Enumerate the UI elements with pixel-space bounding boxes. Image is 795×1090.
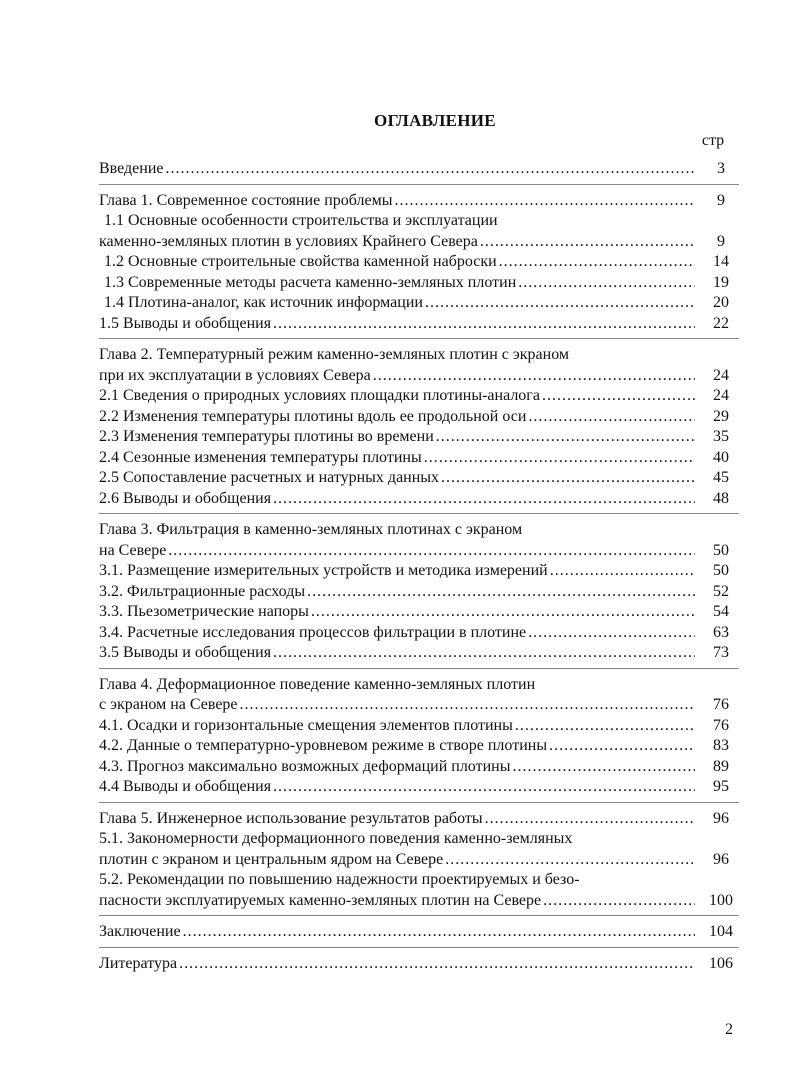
dot-leader: [550, 561, 695, 582]
dot-leader: [179, 954, 695, 975]
toc-entry-2-6[interactable]: [99, 489, 739, 510]
toc-entry-1-1-cont[interactable]: [99, 232, 739, 253]
toc-entry-text: 1.2 Основные строительные свойства каменной наброски: [104, 253, 497, 270]
toc-entry-2-3[interactable]: [99, 427, 739, 448]
toc-entry-page: 35: [713, 428, 729, 445]
toc-entry-page: 40: [713, 448, 729, 466]
toc-entry-text: 4.4 Выводы и обобщения: [99, 778, 272, 795]
toc-entry-3-5[interactable]: [99, 643, 739, 664]
toc-entry-page: 63: [713, 623, 729, 641]
section-divider: [99, 947, 739, 948]
toc-entry-text: 4.2. Данные о температурно-уровневом режиме в створе плотины: [99, 737, 548, 754]
dot-leader: [543, 891, 695, 912]
toc-entry-text: Литература: [99, 954, 178, 972]
toc-entry-text: 2.6 Выводы и обобщения: [99, 489, 272, 507]
toc-entry-1-2[interactable]: [99, 252, 739, 273]
toc-entry-1-3[interactable]: [99, 273, 739, 294]
dot-leader: [528, 407, 695, 428]
toc-entry-page: 50: [713, 562, 729, 579]
toc-entry-2-2[interactable]: [99, 407, 739, 428]
toc-entry-page: 95: [713, 778, 729, 795]
dot-leader: [549, 736, 695, 757]
toc-entry-text: Глава 5. Инженерное использование результатов работы: [99, 809, 483, 827]
section-divider: [99, 802, 739, 803]
toc-entry-text: 1.5 Выводы и обобщения: [99, 314, 272, 332]
dot-leader: [528, 623, 695, 644]
dot-leader: [394, 191, 695, 212]
dot-leader: [425, 293, 695, 314]
section-divider: [99, 184, 739, 185]
toc-entry-chapter-3[interactable]: [99, 520, 739, 541]
toc-entry-page: 73: [713, 644, 729, 661]
toc-entry-page: 9: [717, 191, 725, 209]
section-divider: [99, 915, 739, 916]
toc-entry-text: 3.1. Размещение измерительных устройств и методика измерений: [99, 562, 548, 579]
toc-entry-4-1[interactable]: [99, 716, 739, 737]
dot-leader: [480, 232, 695, 253]
toc-entry-2-4[interactable]: [99, 448, 739, 469]
toc-entry-chapter-4[interactable]: [99, 675, 739, 696]
toc-entry-page: 24: [713, 387, 729, 404]
dot-leader: [183, 922, 695, 943]
section-divider: [99, 338, 739, 339]
toc-entry-chapter-3-cont[interactable]: [99, 541, 739, 562]
toc-entry-references[interactable]: [99, 954, 739, 975]
toc-entry-2-5[interactable]: [99, 468, 739, 489]
section-divider: [99, 668, 739, 669]
dot-leader: [485, 809, 695, 830]
toc-entry-3-1[interactable]: [99, 561, 739, 582]
toc-entry-5-1[interactable]: [99, 829, 739, 850]
dot-leader: [273, 777, 695, 798]
toc-entry-text: пасности эксплуатируемых каменно-земляных плотин на Севере: [99, 891, 542, 909]
toc-entry-text: при их эксплуатации в условиях Севера: [99, 366, 371, 384]
toc-entry-page: 22: [713, 314, 729, 332]
toc-entry-page: 76: [713, 716, 729, 734]
toc-entry-page: 100: [709, 891, 733, 909]
dot-leader: [273, 489, 695, 510]
toc-entry-text: Глава 2. Температурный режим каменно-земляных плотин с экраном: [99, 346, 570, 363]
dot-leader: [273, 314, 695, 335]
toc-entry-page: 96: [713, 850, 729, 868]
dot-leader: [499, 252, 695, 273]
toc-entry-text: плотин с экраном и центральным ядром на Севере: [99, 850, 444, 868]
toc-entry-page: 48: [713, 489, 729, 507]
toc-entry-text: 3.2. Фильтрационные расходы: [99, 582, 306, 600]
page-number: 2: [725, 1021, 733, 1038]
dot-leader: [240, 695, 695, 716]
toc-entry-page: 20: [713, 294, 729, 311]
toc-entry-text: 5.2. Рекомендации по повышению надежности проектируемых и безо-: [99, 871, 580, 888]
toc-entry-text: 3.5 Выводы и обобщения: [99, 644, 272, 661]
toc-entry-chapter-2[interactable]: [99, 345, 739, 366]
page-column-label: стр: [701, 132, 725, 149]
toc-entry-4-4[interactable]: [99, 777, 739, 798]
dot-leader: [515, 716, 695, 737]
toc-entry-page: 50: [713, 541, 729, 559]
toc-entry-text: Заключение: [99, 923, 181, 940]
toc-entry-text: 5.1. Закономерности деформационного поведения каменно-земляных: [99, 830, 573, 847]
toc-entry-page: 52: [713, 582, 729, 600]
toc-entry-5-2[interactable]: [99, 870, 739, 891]
dot-leader: [542, 386, 695, 407]
toc-entry-1-1[interactable]: [99, 211, 739, 232]
toc-entry-page: 83: [713, 737, 729, 754]
table-of-contents: [99, 159, 739, 974]
toc-entry-introduction[interactable]: [99, 159, 739, 180]
dot-leader: [307, 582, 695, 603]
toc-entry-text: Глава 1. Современное состояние проблемы: [99, 191, 393, 209]
toc-entry-text: 2.2 Изменения температуры плотины вдоль ее продольной оси: [99, 407, 527, 425]
toc-entry-text: 2.1 Сведения о природных условиях площадки плотины-аналога: [99, 387, 540, 404]
dot-leader: [168, 541, 695, 562]
toc-entry-page: 29: [713, 407, 729, 425]
toc-entry-text: 1.4 Плотина-аналог, как источник информации: [104, 294, 423, 311]
toc-entry-1-5[interactable]: [99, 314, 739, 335]
toc-entry-page: 104: [709, 923, 733, 940]
toc-entry-text: 1.3 Современные методы расчета каменно-земляных плотин: [104, 273, 517, 291]
toc-entry-chapter-4-cont[interactable]: [99, 695, 739, 716]
toc-entry-page: 76: [713, 696, 729, 713]
toc-entry-5-2-cont[interactable]: [99, 891, 739, 912]
toc-entry-text: 1.1 Основные особенности строительства и эксплуатации: [104, 212, 498, 229]
toc-entry-page: 9: [717, 232, 725, 250]
dot-leader: [311, 602, 695, 623]
dot-leader: [436, 427, 695, 448]
dot-leader: [273, 643, 695, 664]
toc-entry-text: Глава 4. Деформационное поведение каменно-земляных плотин: [99, 675, 536, 693]
toc-entry-3-2[interactable]: [99, 582, 739, 603]
toc-entry-3-3[interactable]: [99, 602, 739, 623]
toc-entry-page: 19: [713, 273, 729, 291]
toc-entry-page: 89: [713, 757, 729, 775]
toc-entry-page: 106: [709, 954, 733, 972]
toc-entry-page: 54: [713, 603, 729, 620]
toc-entry-text: 2.5 Сопоставление расчетных и натурных данных: [99, 469, 440, 486]
toc-entry-chapter-5[interactable]: [99, 809, 739, 830]
toc-entry-text: 2.3 Изменения температуры плотины во времени: [99, 428, 434, 445]
toc-entry-text: 4.1. Осадки и горизонтальные смещения элементов плотины: [99, 716, 513, 734]
dot-leader: [445, 850, 695, 871]
toc-entry-text: на Севере: [99, 541, 167, 559]
toc-entry-4-2[interactable]: [99, 736, 739, 757]
toc-entry-text: Глава 3. Фильтрация в каменно-земляных плотинах с экраном: [99, 521, 523, 538]
toc-entry-text: 3.3. Пьезометрические напоры: [99, 603, 309, 620]
toc-entry-text: каменно-земляных плотин в условиях Крайнего Севера: [99, 232, 478, 250]
toc-entry-chapter-2-cont[interactable]: [99, 366, 739, 387]
toc-entry-5-1-cont[interactable]: [99, 850, 739, 871]
dot-leader: [441, 468, 695, 489]
dot-leader: [512, 757, 695, 778]
toc-entry-text: с экраном на Севере: [99, 696, 238, 713]
toc-entry-page: 3: [717, 160, 725, 177]
toc-entry-page: 96: [713, 809, 729, 827]
toc-entry-4-3[interactable]: [99, 757, 739, 778]
section-divider: [99, 513, 739, 514]
toc-entry-page: 45: [713, 469, 729, 486]
toc-title: ОГЛАВЛЕНИЕ: [374, 111, 496, 130]
toc-entry-2-1[interactable]: [99, 386, 739, 407]
dot-leader: [373, 366, 695, 387]
toc-entry-1-4[interactable]: [99, 293, 739, 314]
toc-entry-chapter-1[interactable]: [99, 191, 739, 212]
dot-leader: [518, 273, 695, 294]
toc-entry-page: 14: [713, 253, 729, 270]
toc-entry-text: 4.3. Прогноз максимально возможных деформаций плотины: [99, 757, 511, 775]
toc-entry-text: 2.4 Сезонные изменения температуры плотины: [99, 448, 422, 466]
dot-leader: [166, 159, 696, 180]
toc-entry-page: 24: [713, 366, 729, 384]
dot-leader: [424, 448, 695, 469]
toc-entry-text: Введение: [99, 160, 164, 177]
toc-entry-conclusion[interactable]: [99, 922, 739, 943]
toc-entry-3-4[interactable]: [99, 623, 739, 644]
toc-entry-text: 3.4. Расчетные исследования процессов фильтрации в плотине: [99, 623, 527, 641]
